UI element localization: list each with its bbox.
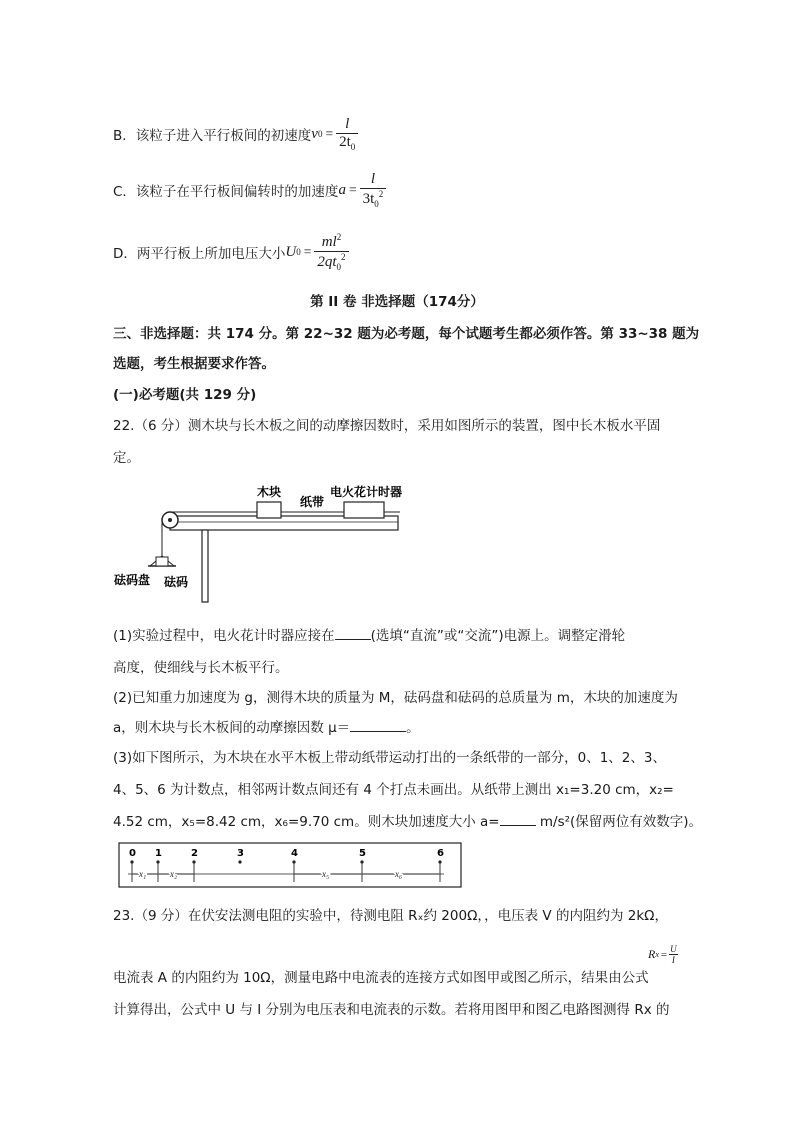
option-c-lhs: a: [338, 181, 346, 198]
q22-part2-a: (2)已知重力加速度为 g，测得木块的质量为 M，砝码盘和砝码的总质量为 m，木块的加速度为: [113, 690, 678, 706]
required-heading: (一)必考题(共 129 分): [113, 387, 257, 403]
formula-r: R: [648, 947, 656, 961]
tape-point-label-1: 1: [155, 848, 162, 859]
option-b-text: B．该粒子进入平行板间的初速度: [113, 128, 312, 144]
section-instructions-line1: 三、非选择题：共 174 分。第 22~32 题为必考题，每个试题考生都必须作答。第 33~38 题为: [113, 326, 700, 342]
option-d: [113, 228, 349, 276]
option-c-den: [360, 188, 387, 209]
q23-line1: 23.（9 分）在伏安法测电阻的实验中，待测电阻 Rₓ约 200Ω，，电压表 V 的内阻约为 2kΩ，: [113, 908, 668, 924]
label-tape: 纸带: [300, 495, 325, 509]
tape-segment-label-1: x₂: [170, 869, 178, 879]
label-timer: 电火花计时器: [330, 485, 403, 499]
option-d-num-base: ml: [321, 234, 337, 250]
q22-part1-line1: [113, 624, 625, 644]
q22-part2-c: 。: [406, 720, 420, 736]
pulley-axle: [168, 518, 172, 522]
tape-segment-label-2: x₅: [322, 869, 330, 879]
q22-part1-a: (1)实验过程中，电火花计时器应接在: [113, 628, 335, 644]
q22-part3-d: m/s²(保留两位有效数字)。: [535, 814, 703, 830]
option-d-den: [314, 251, 348, 272]
q22-part3-c: 4.52 cm，x₅=8.42 cm，x₆=9.70 cm。则木块加速度大小 a=: [113, 814, 500, 830]
tape-point-label-0: 0: [129, 848, 136, 859]
option-b-num: l: [345, 116, 350, 132]
tape-point-label-2: 2: [191, 848, 198, 859]
tape-point-label-6: 6: [437, 848, 444, 859]
q22-part2-line2: [113, 716, 420, 736]
formula-eq: =: [660, 948, 668, 961]
wooden-block: [257, 502, 281, 518]
q23-formula: [648, 944, 678, 965]
section-title: 第 II 卷 非选择题（174分）: [310, 294, 484, 310]
q22-line2: 定。: [113, 450, 140, 466]
q22-answer-blank-1[interactable]: [335, 639, 371, 640]
label-block: 木块: [257, 485, 282, 499]
q22-part3-a: (3)如下图所示，为木块在水平木板上带动纸带运动打出的一条纸带的一部分，0、1、2、3、: [113, 750, 666, 766]
q23-line2: 电流表 A 的内阻约为 10Ω，测量电路中电流表的连接方式如图甲或图乙所示，结果由公式: [113, 970, 649, 986]
formula-sub: x: [655, 950, 659, 959]
q23-line3: 计算得出，公式中 U 与 I 分别为电压表和电流表的示数。若将用图甲和图乙电路图测得 Rx 的: [113, 1002, 670, 1018]
formula-den: I: [669, 954, 678, 965]
weight: [156, 557, 168, 566]
table-leg: [202, 530, 208, 602]
option-b-lhs-sub: 0: [317, 129, 323, 139]
option-b: [113, 112, 358, 156]
formula-fraction: [669, 944, 678, 965]
q22-line1: 22.（6 分）测木块与长木板之间的动摩擦因数时，采用如图所示的装置，图中长木板水平固: [113, 418, 661, 434]
q22-answer-blank-2[interactable]: [350, 731, 406, 732]
option-c-eq: =: [348, 182, 357, 197]
tape-segment-label-0: x₁: [139, 869, 147, 879]
option-c-fraction: [360, 171, 387, 209]
q22-part1-c: 高度，使细线与长木板平行。: [113, 660, 289, 676]
option-d-fraction: [314, 232, 348, 272]
q22-part3-line3: [113, 810, 702, 830]
option-c-num: l: [370, 171, 375, 187]
q22-part3-b: 4、5、6 为计数点，相邻两计数点间还有 4 个打点未画出。从纸带上测出 x₁=3.20 cm，x₂=: [113, 782, 674, 798]
section-instructions-line2: 选题，考生根据要求作答。: [113, 356, 275, 372]
tape-segment-label-3: x₆: [395, 869, 403, 879]
option-d-num: [314, 232, 348, 251]
paper-tape-figure: [118, 842, 462, 888]
q22-answer-blank-3[interactable]: [500, 825, 536, 826]
option-d-text: D．两平行板上所加电压大小: [113, 246, 286, 262]
option-c-text: C．该粒子在平行板间偏转时的加速度: [113, 184, 339, 200]
option-d-lhs: U: [285, 243, 297, 260]
option-d-eq: =: [303, 244, 312, 259]
option-c-den-sup: 2: [378, 189, 384, 199]
tape-point-label-3: 3: [237, 848, 244, 859]
option-b-den-sub: 0: [350, 142, 356, 152]
option-d-den-base: 2qt: [317, 254, 337, 270]
option-b-fraction: [336, 116, 358, 152]
option-d-lhs-sub: 0: [296, 247, 301, 257]
tape-point-label-5: 5: [359, 848, 366, 859]
q22-part2-b: a，则木块与长木板间的动摩擦因数 μ＝: [113, 720, 351, 736]
option-c-den-base: 3t: [362, 191, 375, 207]
option-b-den-base: 2t: [339, 134, 351, 150]
q22-part1-b: (选填“直流”或“交流”)电源上。调整定滑轮: [370, 628, 626, 644]
option-d-num-sup: 2: [336, 232, 342, 242]
tape-point-label-4: 4: [291, 848, 298, 859]
option-b-lhs: v: [311, 125, 318, 142]
option-c: [113, 166, 386, 214]
option-b-eq: =: [325, 126, 334, 141]
tape-frame: [119, 843, 461, 887]
option-d-den-sub: 0: [336, 262, 342, 272]
option-c-den-sub: 0: [374, 199, 379, 209]
option-d-den-sup: 2: [341, 252, 346, 262]
option-b-den: [336, 133, 358, 152]
formula-num: U: [670, 944, 677, 954]
apparatus-diagram: [110, 478, 410, 608]
label-pan: 砝码盘: [114, 573, 151, 587]
label-weight: 砝码: [164, 575, 189, 589]
tape-dot-3: [238, 860, 241, 863]
spark-timer: [344, 502, 384, 518]
